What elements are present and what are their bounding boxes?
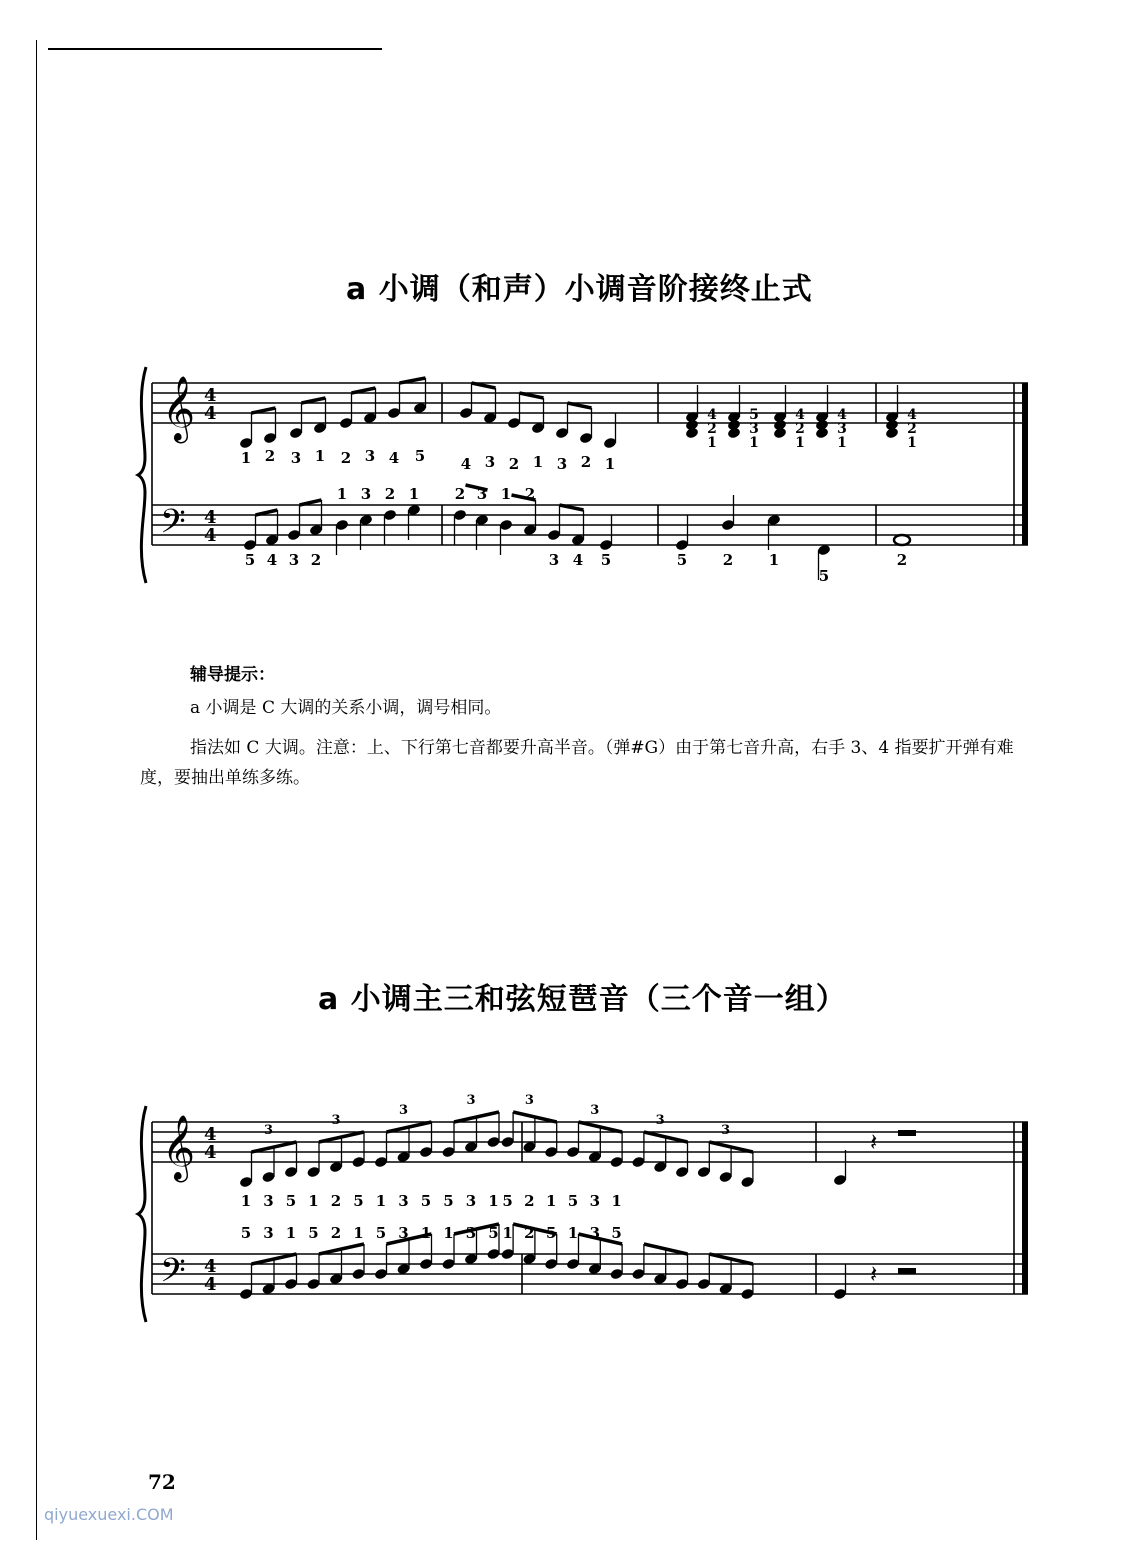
final-barline-2 (1022, 1122, 1028, 1294)
treble-fingering: 2 (340, 449, 352, 467)
bass-fingering-above: 3 (465, 1224, 477, 1242)
beam (300, 500, 322, 505)
chord-fingering: 1 (837, 435, 847, 451)
treble-fingering-below: 2 (524, 1192, 535, 1210)
triplet-mark: 3 (263, 1123, 274, 1138)
bass-fingering-below: 4 (572, 551, 584, 569)
treble-fingering-below: 3 (263, 1192, 274, 1210)
hint-line-1: a 小调是 C 大调的关系小调，调号相同。 (190, 698, 502, 718)
half-rest-treble (898, 1130, 916, 1136)
treble-fingering-below: 5 (443, 1192, 454, 1210)
final-barline-1 (1022, 383, 1028, 545)
treble-clef-1: 𝄞 (162, 376, 196, 441)
treble-fingering: 4 (388, 449, 400, 467)
chord-fingering: 1 (707, 435, 717, 451)
treble-fingering-below: 5 (567, 1192, 579, 1210)
treble-fingering: 1 (240, 449, 252, 467)
treble-fingering-below: 3 (589, 1192, 601, 1210)
chord-fingering: 1 (795, 435, 805, 451)
top-rule (48, 48, 382, 50)
bass-fingering-below: 5 (676, 551, 688, 569)
beam (352, 388, 376, 393)
bass-fingering-below: 5 (818, 567, 830, 585)
time-sig-bass-top-1: 4 (204, 507, 217, 528)
bass-fingering-above: 2 (524, 485, 536, 503)
bass-fingering-above: 1 (336, 485, 348, 503)
bass-fingering-above: 5 (375, 1224, 387, 1242)
bass-clef-1: 𝄢 (160, 503, 186, 549)
beam (520, 393, 544, 398)
left-margin-line (36, 40, 37, 1540)
bass-fingering-below: 3 (288, 551, 300, 569)
bass-fingering-above: 5 (545, 1224, 557, 1242)
treble-fingering: 2 (508, 455, 520, 473)
bass-fingering-above: 1 (420, 1224, 432, 1242)
treble-fingering-below: 3 (465, 1192, 477, 1210)
bass-staff-2 (152, 1254, 1028, 1294)
triplet-mark: 3 (721, 1123, 731, 1138)
barlines-2 (152, 1122, 1014, 1294)
bass-fingering-above: 1 (502, 1224, 513, 1242)
treble-fingering-below: 2 (330, 1192, 342, 1210)
chord-fingering: 5 (749, 407, 759, 423)
notes-2 (239, 1093, 847, 1300)
chord-fingering: 1 (749, 435, 759, 451)
bass-fingering-above: 5 (611, 1224, 622, 1242)
hint-line-2: 指法如 C 大调。注意：上、下行第七音都要升高半音。（弹#G）由于第七音升高，右手 3、4 指要扩开弹有难度，要抽出单练多练。 (140, 738, 1014, 788)
bass-fingering-above: 1 (408, 485, 420, 503)
bass-fingering-above: 5 (240, 1224, 252, 1242)
bass-fingering-above: 3 (589, 1224, 601, 1242)
chord-fingering: 2 (907, 421, 917, 437)
time-sig-bass-bottom-1: 4 (204, 525, 217, 546)
treble-fingering-below: 1 (308, 1192, 319, 1210)
beam (568, 403, 592, 408)
time-sig-bass-top-2: 4 (204, 1256, 217, 1277)
bass-fingering-below: 5 (244, 551, 256, 569)
chord-fingering: 2 (707, 421, 717, 437)
triplet-mark: 3 (590, 1103, 600, 1118)
bass-fingering-above: 3 (476, 485, 488, 503)
time-sig-bottom-2: 4 (204, 1142, 217, 1163)
bass-fingering-above: 2 (330, 1224, 342, 1242)
bass-fingering-above: 2 (524, 1224, 535, 1242)
beam (400, 378, 426, 383)
bass-fingering-above: 1 (285, 1224, 297, 1242)
treble-clef-2: 𝄞 (162, 1115, 196, 1180)
watermark: qiyuexuexi.COM (44, 1505, 174, 1524)
bass-clef-2: 𝄢 (160, 1252, 186, 1298)
score-1 (130, 355, 1040, 595)
bass-fingering-below: 2 (310, 551, 322, 569)
triplet-mark: 3 (398, 1103, 409, 1118)
treble-fingering-below: 1 (611, 1192, 622, 1210)
bass-fingering-below: 2 (896, 551, 908, 569)
grand-staff-brace (138, 367, 146, 583)
beam (256, 510, 278, 515)
triplet-mark: 3 (331, 1113, 341, 1128)
bass-fingering-below: 1 (768, 551, 780, 569)
chord-fingering: 3 (749, 421, 759, 437)
treble-fingering-below: 5 (502, 1192, 513, 1210)
bass-fingering-above: 3 (360, 485, 372, 503)
treble-fingering: 4 (460, 455, 472, 473)
section-1-title: a 小调（和声）小调音阶接终止式 (346, 272, 813, 307)
notes-1 (239, 378, 917, 585)
treble-fingering-below: 1 (375, 1192, 387, 1210)
quarter-rest-bass: 𝄽 (870, 1260, 878, 1288)
bass-fingering-above: 3 (398, 1224, 409, 1242)
treble-fingering: 3 (364, 447, 376, 465)
beam (252, 408, 276, 413)
chord-fingering: 4 (907, 407, 917, 423)
chord-fingering: 3 (837, 421, 847, 437)
chord-fingering: 4 (707, 407, 717, 423)
treble-fingering-below: 3 (398, 1192, 409, 1210)
treble-fingering-below: 1 (240, 1192, 252, 1210)
treble-fingering: 1 (532, 453, 544, 471)
section-2-title: a 小调主三和弦短琶音（三个音一组） (318, 982, 847, 1017)
chord-fingering: 2 (795, 421, 805, 437)
bass-fingering-below: 3 (548, 551, 560, 569)
bass-fingering-below: 5 (600, 551, 612, 569)
beam (472, 383, 496, 388)
whole-note (894, 535, 910, 545)
bass-fingering-below: 4 (266, 551, 278, 569)
bass-fingering-above: 1 (443, 1224, 454, 1242)
quarter-rest-treble: 𝄽 (870, 1128, 878, 1156)
score-2 (130, 1080, 1040, 1340)
bass-staff-1 (152, 505, 1028, 545)
treble-fingering-below: 1 (545, 1192, 557, 1210)
bass-fingering-above: 1 (353, 1224, 364, 1242)
beam (302, 398, 326, 403)
treble-fingering-below: 1 (488, 1192, 499, 1210)
treble-fingering: 3 (484, 453, 496, 471)
bass-fingering-below: 2 (722, 551, 734, 569)
triplet-mark: 3 (466, 1093, 476, 1108)
treble-fingering: 2 (264, 447, 276, 465)
bass-fingering-above: 1 (500, 485, 512, 503)
time-sig-top-2: 4 (204, 1124, 217, 1145)
treble-fingering: 1 (604, 455, 616, 473)
treble-fingering-below: 5 (353, 1192, 364, 1210)
bass-fingering-above: 2 (384, 485, 396, 503)
treble-fingering: 2 (580, 453, 592, 471)
bass-fingering-above: 3 (263, 1224, 274, 1242)
half-rest-bass (898, 1268, 916, 1274)
bass-fingering-above: 5 (488, 1224, 499, 1242)
treble-fingering: 5 (414, 447, 426, 465)
bass-fingering-above: 2 (454, 485, 466, 503)
page-number: 72 (148, 1470, 176, 1494)
bass-fingering-above: 1 (567, 1224, 579, 1242)
chord-fingering: 1 (907, 435, 917, 451)
treble-fingering-below: 5 (420, 1192, 432, 1210)
chord-fingering: 4 (837, 407, 847, 423)
beam (560, 505, 584, 510)
chord-fingering: 4 (795, 407, 805, 423)
bass-fingering-above: 5 (308, 1224, 319, 1242)
time-sig-top-1: 4 (204, 385, 217, 406)
hint-heading: 辅导提示： (190, 665, 275, 685)
treble-fingering: 1 (314, 447, 326, 465)
time-sig-bass-bottom-2: 4 (204, 1274, 217, 1295)
time-sig-bottom-1: 4 (204, 403, 217, 424)
grand-staff-brace-2 (138, 1106, 146, 1322)
triplet-mark: 3 (524, 1093, 534, 1108)
treble-fingering: 3 (556, 455, 568, 473)
treble-fingering-below: 5 (285, 1192, 297, 1210)
treble-fingering: 3 (290, 449, 302, 467)
triplet-mark: 3 (655, 1113, 665, 1128)
